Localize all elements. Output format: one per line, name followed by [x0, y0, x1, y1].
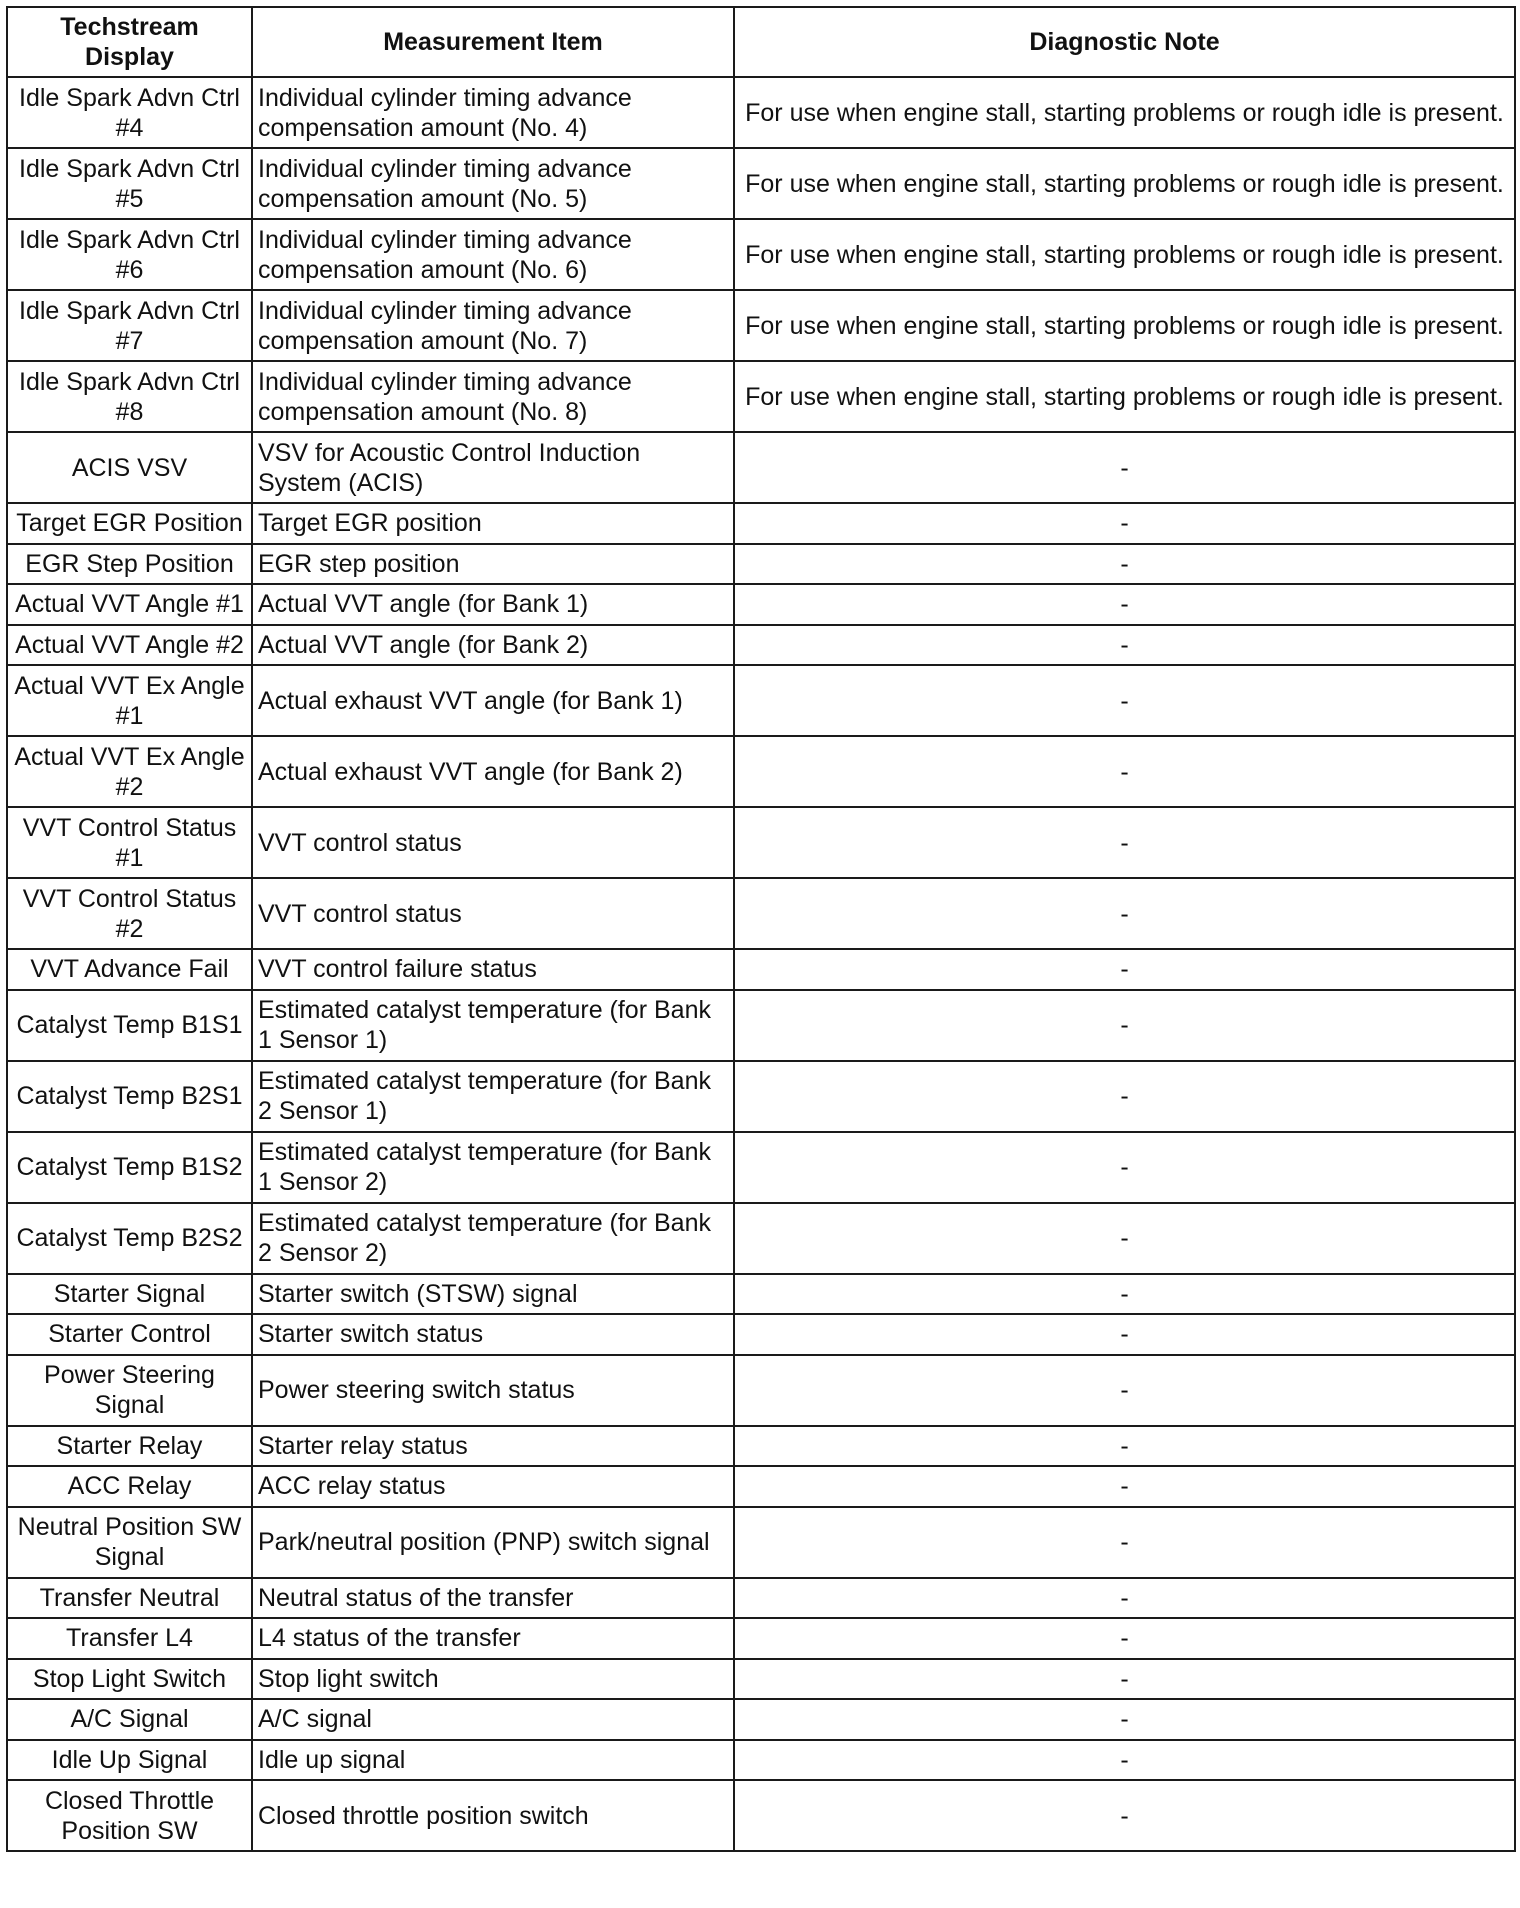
- table-row: [7, 736, 1515, 807]
- cell-item: Individual cylinder timing advance compensation amount (No. 5): [252, 148, 734, 219]
- table-row: [7, 665, 1515, 736]
- cell-item: Individual cylinder timing advance compensation amount (No. 7): [252, 290, 734, 361]
- cell-note: -: [734, 1659, 1515, 1700]
- cell-item: Individual cylinder timing advance compensation amount (No. 8): [252, 361, 734, 432]
- cell-display: Closed Throttle Position SW: [7, 1780, 252, 1851]
- cell-display: Idle Spark Advn Ctrl #8: [7, 361, 252, 432]
- cell-note: -: [734, 1466, 1515, 1507]
- cell-note: -: [734, 1314, 1515, 1355]
- header-measurement-item: Measurement Item: [252, 7, 734, 77]
- cell-display: Stop Light Switch: [7, 1659, 252, 1700]
- cell-display: EGR Step Position: [7, 544, 252, 585]
- cell-note: -: [734, 584, 1515, 625]
- cell-note: -: [734, 1699, 1515, 1740]
- table-row: [7, 807, 1515, 878]
- cell-item: EGR step position: [252, 544, 734, 585]
- cell-display: Actual VVT Ex Angle #2: [7, 736, 252, 807]
- cell-item: Starter switch status: [252, 1314, 734, 1355]
- cell-display: Catalyst Temp B1S1: [7, 990, 252, 1061]
- cell-note: -: [734, 1426, 1515, 1467]
- cell-display: Catalyst Temp B2S2: [7, 1203, 252, 1274]
- cell-note: -: [734, 1618, 1515, 1659]
- table-row: [7, 1659, 1515, 1700]
- cell-note: -: [734, 665, 1515, 736]
- cell-note: -: [734, 503, 1515, 544]
- table-row: [7, 1314, 1515, 1355]
- table-row: [7, 625, 1515, 666]
- cell-item: Estimated catalyst temperature (for Bank 1 Sensor 1): [252, 990, 734, 1061]
- header-diagnostic-note: Diagnostic Note: [734, 7, 1515, 77]
- cell-display: Idle Up Signal: [7, 1740, 252, 1781]
- cell-note: -: [734, 1578, 1515, 1619]
- cell-item: Idle up signal: [252, 1740, 734, 1781]
- cell-item: Target EGR position: [252, 503, 734, 544]
- cell-item: Neutral status of the transfer: [252, 1578, 734, 1619]
- cell-display: Starter Relay: [7, 1426, 252, 1467]
- cell-note: -: [734, 625, 1515, 666]
- table-row: [7, 1507, 1515, 1578]
- cell-item: Stop light switch: [252, 1659, 734, 1700]
- cell-display: Starter Signal: [7, 1274, 252, 1315]
- table-row: [7, 1618, 1515, 1659]
- cell-display: Transfer Neutral: [7, 1578, 252, 1619]
- cell-display: Neutral Position SW Signal: [7, 1507, 252, 1578]
- header-techstream-display: Techstream Display: [7, 7, 252, 77]
- table-body: [7, 77, 1515, 1851]
- table-row: [7, 1426, 1515, 1467]
- cell-item: Power steering switch status: [252, 1355, 734, 1426]
- cell-item: Closed throttle position switch: [252, 1780, 734, 1851]
- table-row: [7, 1578, 1515, 1619]
- cell-note: -: [734, 1507, 1515, 1578]
- cell-display: VVT Advance Fail: [7, 949, 252, 990]
- cell-item: L4 status of the transfer: [252, 1618, 734, 1659]
- cell-display: Power Steering Signal: [7, 1355, 252, 1426]
- cell-note: For use when engine stall, starting problems or rough idle is present.: [734, 361, 1515, 432]
- cell-note: For use when engine stall, starting problems or rough idle is present.: [734, 290, 1515, 361]
- cell-display: Idle Spark Advn Ctrl #7: [7, 290, 252, 361]
- cell-display: Catalyst Temp B1S2: [7, 1132, 252, 1203]
- cell-item: Actual VVT angle (for Bank 1): [252, 584, 734, 625]
- cell-display: VVT Control Status #2: [7, 878, 252, 949]
- table-row: [7, 361, 1515, 432]
- table-row: [7, 1274, 1515, 1315]
- cell-note: -: [734, 1274, 1515, 1315]
- cell-note: -: [734, 1203, 1515, 1274]
- cell-item: Actual exhaust VVT angle (for Bank 1): [252, 665, 734, 736]
- cell-item: Actual exhaust VVT angle (for Bank 2): [252, 736, 734, 807]
- cell-note: For use when engine stall, starting problems or rough idle is present.: [734, 77, 1515, 148]
- cell-display: A/C Signal: [7, 1699, 252, 1740]
- cell-item: Park/neutral position (PNP) switch signal: [252, 1507, 734, 1578]
- table-row: [7, 1203, 1515, 1274]
- cell-item: Individual cylinder timing advance compensation amount (No. 6): [252, 219, 734, 290]
- cell-note: -: [734, 736, 1515, 807]
- cell-note: -: [734, 1355, 1515, 1426]
- table-row: [7, 990, 1515, 1061]
- cell-display: Actual VVT Angle #2: [7, 625, 252, 666]
- cell-note: -: [734, 990, 1515, 1061]
- cell-item: Starter relay status: [252, 1426, 734, 1467]
- cell-note: -: [734, 949, 1515, 990]
- cell-display: ACC Relay: [7, 1466, 252, 1507]
- cell-item: Individual cylinder timing advance compensation amount (No. 4): [252, 77, 734, 148]
- table-row: [7, 1740, 1515, 1781]
- cell-item: Starter switch (STSW) signal: [252, 1274, 734, 1315]
- table-row: [7, 1699, 1515, 1740]
- table-header-row: [7, 7, 1515, 77]
- cell-display: Idle Spark Advn Ctrl #6: [7, 219, 252, 290]
- table-row: [7, 432, 1515, 503]
- cell-note: -: [734, 1061, 1515, 1132]
- cell-display: Target EGR Position: [7, 503, 252, 544]
- table-row: [7, 503, 1515, 544]
- cell-note: -: [734, 1132, 1515, 1203]
- cell-display: Actual VVT Ex Angle #1: [7, 665, 252, 736]
- table-row: [7, 949, 1515, 990]
- cell-item: A/C signal: [252, 1699, 734, 1740]
- cell-display: Starter Control: [7, 1314, 252, 1355]
- cell-display: Actual VVT Angle #1: [7, 584, 252, 625]
- table-row: [7, 584, 1515, 625]
- data-list-table: [6, 6, 1516, 1852]
- cell-item: VVT control status: [252, 807, 734, 878]
- cell-item: Estimated catalyst temperature (for Bank 2 Sensor 1): [252, 1061, 734, 1132]
- cell-item: VVT control failure status: [252, 949, 734, 990]
- cell-note: -: [734, 544, 1515, 585]
- cell-display: VVT Control Status #1: [7, 807, 252, 878]
- cell-item: VVT control status: [252, 878, 734, 949]
- cell-item: Estimated catalyst temperature (for Bank 1 Sensor 2): [252, 1132, 734, 1203]
- cell-display: Transfer L4: [7, 1618, 252, 1659]
- cell-note: -: [734, 807, 1515, 878]
- table-row: [7, 290, 1515, 361]
- table-row: [7, 1466, 1515, 1507]
- cell-note: For use when engine stall, starting problems or rough idle is present.: [734, 148, 1515, 219]
- cell-note: -: [734, 878, 1515, 949]
- table-row: [7, 1355, 1515, 1426]
- table-row: [7, 1132, 1515, 1203]
- cell-note: -: [734, 432, 1515, 503]
- table-row: [7, 1061, 1515, 1132]
- cell-note: -: [734, 1780, 1515, 1851]
- table-row: [7, 1780, 1515, 1851]
- cell-display: Idle Spark Advn Ctrl #4: [7, 77, 252, 148]
- data-list-sheet: [6, 6, 1514, 1852]
- table-row: [7, 878, 1515, 949]
- cell-note: For use when engine stall, starting problems or rough idle is present.: [734, 219, 1515, 290]
- cell-note: -: [734, 1740, 1515, 1781]
- table-row: [7, 219, 1515, 290]
- cell-display: ACIS VSV: [7, 432, 252, 503]
- cell-display: Idle Spark Advn Ctrl #5: [7, 148, 252, 219]
- table-row: [7, 148, 1515, 219]
- cell-item: ACC relay status: [252, 1466, 734, 1507]
- cell-item: VSV for Acoustic Control Induction System (ACIS): [252, 432, 734, 503]
- cell-display: Catalyst Temp B2S1: [7, 1061, 252, 1132]
- cell-item: Estimated catalyst temperature (for Bank 2 Sensor 2): [252, 1203, 734, 1274]
- cell-item: Actual VVT angle (for Bank 2): [252, 625, 734, 666]
- table-row: [7, 77, 1515, 148]
- table-row: [7, 544, 1515, 585]
